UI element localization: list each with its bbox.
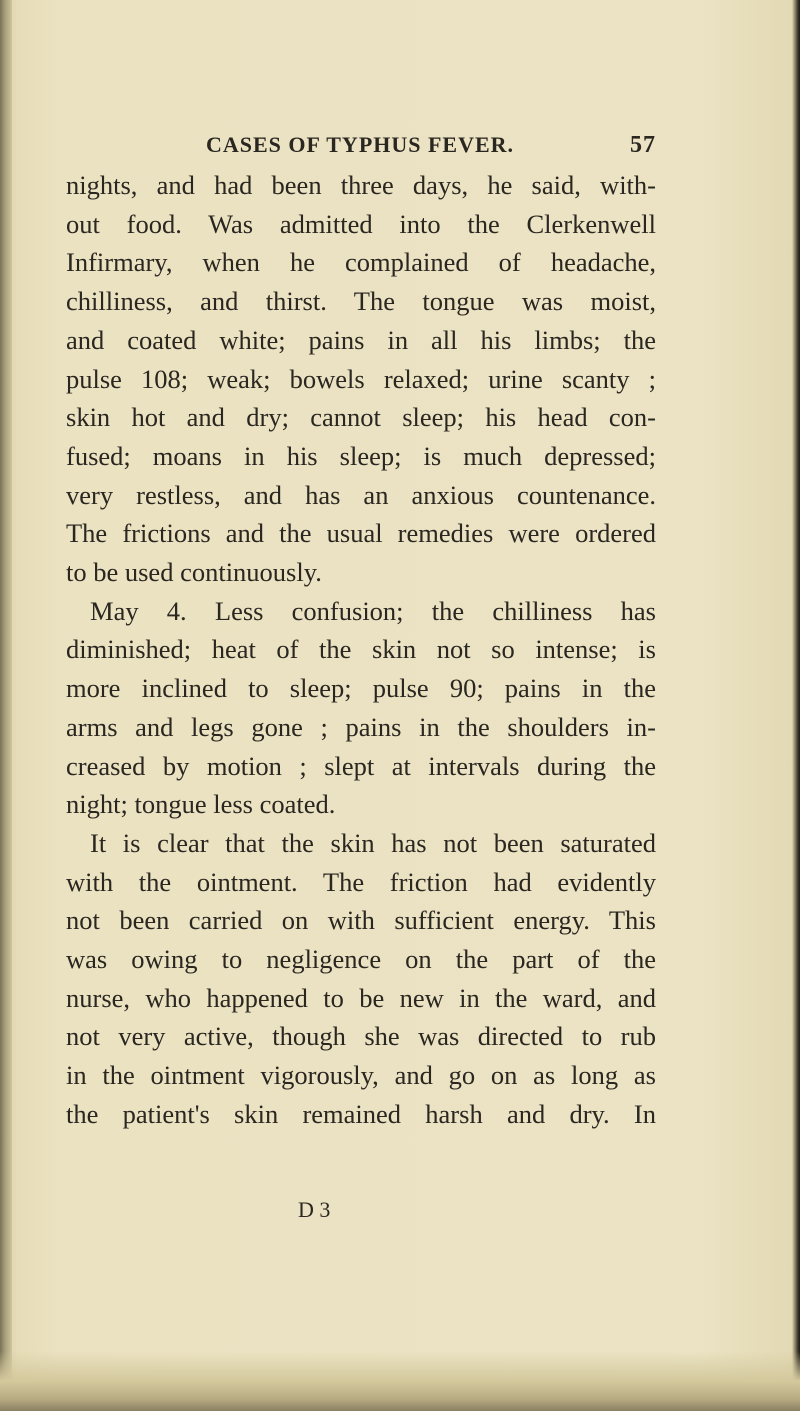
- page-number: 57: [630, 132, 656, 158]
- text-line: diminished; heat of the skin not so intense; is: [66, 634, 656, 665]
- text-line: nurse, who happened to be new in the ward, and: [66, 982, 656, 1013]
- body-text: [66, 166, 656, 1134]
- text-line: nights, and had been three days, he said, with-: [66, 170, 656, 200]
- page-gutter-shadow: [0, 0, 12, 1411]
- text-line: creased by motion ; slept at intervals during the: [66, 750, 656, 781]
- text-line: night; tongue less coated.: [66, 789, 336, 820]
- page-right-edge: [792, 0, 800, 1411]
- signature-mark: D 3: [298, 1197, 331, 1222]
- text-line: in the ointment vigorously, and go on as long as: [66, 1060, 656, 1091]
- text-line: skin hot and dry; cannot sleep; his head con-: [66, 402, 656, 433]
- text-line: The frictions and the usual remedies were ordered: [66, 518, 656, 549]
- text-line: Infirmary, when he complained of headache,: [66, 247, 656, 278]
- text-line: It is clear that the skin has not been saturated: [90, 827, 656, 858]
- text-line: not very active, though she was directed to rub: [66, 1021, 656, 1052]
- text-line: with the ointment. The friction had evidently: [66, 866, 656, 897]
- text-line: the patient's skin remained harsh and dry. In: [66, 1098, 656, 1129]
- text-line: chilliness, and thirst. The tongue was moist,: [66, 286, 656, 317]
- text-line: fused; moans in his sleep; is much depressed;: [66, 440, 656, 471]
- text-line: arms and legs gone ; pains in the shoulders in-: [66, 711, 656, 742]
- text-line: to be used continuously.: [66, 557, 322, 588]
- text-line: was owing to negligence on the part of the: [66, 944, 656, 975]
- running-head: [206, 132, 656, 164]
- text-line: more inclined to sleep; pulse 90; pains in the: [66, 673, 656, 704]
- text-line: very restless, and has an anxious countenance.: [66, 479, 656, 510]
- text-line: and coated white; pains in all his limbs; the: [66, 324, 656, 355]
- running-head-title: CASES OF TYPHUS FEVER.: [206, 132, 515, 157]
- text-line: out food. Was admitted into the Clerkenwell: [66, 208, 656, 239]
- text-line: not been carried on with sufficient energy. This: [66, 905, 656, 936]
- text-line: pulse 108; weak; bowels relaxed; urine scanty ;: [66, 363, 656, 394]
- text-line: May 4. Less confusion; the chilliness has: [90, 595, 656, 626]
- page-bottom-shadow: [0, 1351, 800, 1411]
